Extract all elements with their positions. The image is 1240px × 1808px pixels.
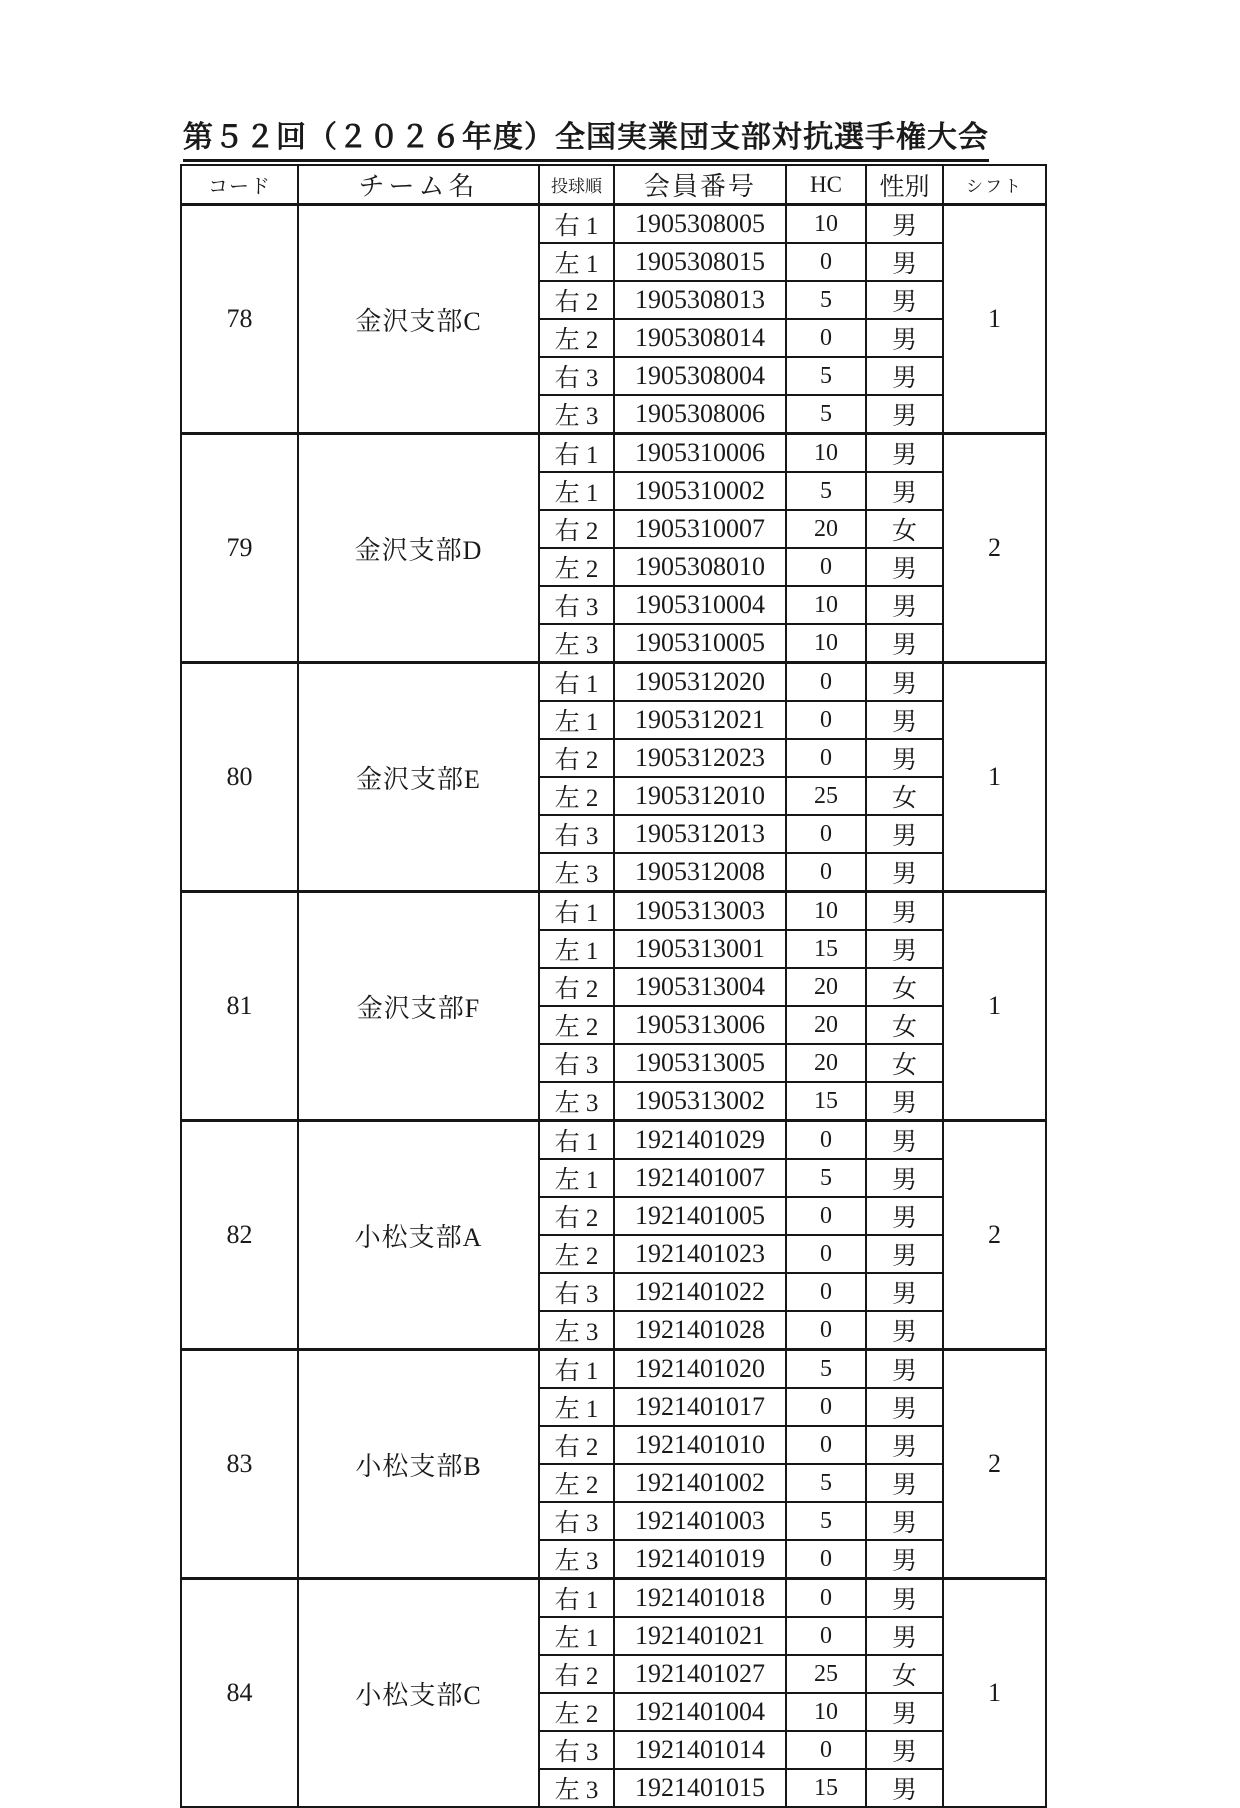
gender-cell: 男: [866, 1235, 943, 1273]
member-number-cell: 1921401003: [614, 1502, 786, 1540]
throw-order-cell: 右 3: [539, 1502, 614, 1540]
code-cell: 80: [181, 663, 298, 892]
gender-cell: 男: [866, 1082, 943, 1121]
throw-order-cell: 右 1: [539, 205, 614, 244]
throw-order-cell: 右 2: [539, 1655, 614, 1693]
throw-order-cell: 右 1: [539, 663, 614, 702]
gender-cell: 男: [866, 663, 943, 702]
gender-cell: 男: [866, 243, 943, 281]
gender-cell: 男: [866, 472, 943, 510]
gender-cell: 男: [866, 1617, 943, 1655]
hc-cell: 0: [786, 853, 866, 892]
hc-cell: 0: [786, 701, 866, 739]
gender-cell: 男: [866, 1350, 943, 1389]
shift-cell: 2: [943, 1350, 1046, 1579]
hc-cell: 25: [786, 777, 866, 815]
player-row: [181, 1350, 1046, 1389]
hc-cell: 20: [786, 1006, 866, 1044]
hc-cell: 0: [786, 243, 866, 281]
member-number-cell: 1905310007: [614, 510, 786, 548]
throw-order-cell: 左 2: [539, 777, 614, 815]
throw-order-cell: 左 2: [539, 1693, 614, 1731]
team-name-cell: 小松支部B: [298, 1350, 539, 1579]
header-member-number: 会員番号: [614, 165, 786, 205]
gender-cell: 男: [866, 548, 943, 586]
throw-order-cell: 左 2: [539, 1235, 614, 1273]
hc-cell: 25: [786, 1655, 866, 1693]
member-number-cell: 1905312010: [614, 777, 786, 815]
member-number-cell: 1905308013: [614, 281, 786, 319]
member-number-cell: 1905313004: [614, 968, 786, 1006]
throw-order-cell: 右 2: [539, 739, 614, 777]
throw-order-cell: 左 1: [539, 930, 614, 968]
hc-cell: 10: [786, 892, 866, 931]
hc-cell: 0: [786, 1273, 866, 1311]
hc-cell: 20: [786, 968, 866, 1006]
member-number-cell: 1905308004: [614, 357, 786, 395]
throw-order-cell: 左 1: [539, 472, 614, 510]
shift-cell: 1: [943, 892, 1046, 1121]
gender-cell: 男: [866, 1121, 943, 1160]
gender-cell: 男: [866, 205, 943, 244]
gender-cell: 男: [866, 1502, 943, 1540]
member-number-cell: 1905313005: [614, 1044, 786, 1082]
throw-order-cell: 左 3: [539, 1540, 614, 1579]
gender-cell: 男: [866, 281, 943, 319]
member-number-cell: 1905310004: [614, 586, 786, 624]
roster-table: [180, 164, 1047, 1808]
member-number-cell: 1905312020: [614, 663, 786, 702]
code-cell: 81: [181, 892, 298, 1121]
throw-order-cell: 右 2: [539, 281, 614, 319]
member-number-cell: 1921401023: [614, 1235, 786, 1273]
gender-cell: 男: [866, 815, 943, 853]
throw-order-cell: 左 3: [539, 853, 614, 892]
hc-cell: 10: [786, 1693, 866, 1731]
throw-order-cell: 左 3: [539, 1769, 614, 1807]
player-row: [181, 434, 1046, 473]
member-number-cell: 1921401010: [614, 1426, 786, 1464]
throw-order-cell: 左 1: [539, 1617, 614, 1655]
hc-cell: 0: [786, 319, 866, 357]
hc-cell: 0: [786, 548, 866, 586]
gender-cell: 男: [866, 739, 943, 777]
hc-cell: 5: [786, 472, 866, 510]
team-name-cell: 金沢支部F: [298, 892, 539, 1121]
gender-cell: 男: [866, 1273, 943, 1311]
member-number-cell: 1905313002: [614, 1082, 786, 1121]
gender-cell: 女: [866, 777, 943, 815]
gender-cell: 男: [866, 1540, 943, 1579]
header-code: コード: [181, 165, 298, 205]
player-row: [181, 205, 1046, 244]
member-number-cell: 1921401027: [614, 1655, 786, 1693]
throw-order-cell: 左 2: [539, 319, 614, 357]
header-shift: シフト: [943, 165, 1046, 205]
shift-cell: 1: [943, 205, 1046, 434]
member-number-cell: 1921401004: [614, 1693, 786, 1731]
team-name-cell: 金沢支部C: [298, 205, 539, 434]
gender-cell: 男: [866, 1311, 943, 1350]
hc-cell: 0: [786, 1540, 866, 1579]
gender-cell: 女: [866, 968, 943, 1006]
header-gender: 性別: [866, 165, 943, 205]
code-cell: 83: [181, 1350, 298, 1579]
roster-table-body: [181, 205, 1046, 1808]
member-number-cell: 1921401028: [614, 1311, 786, 1350]
throw-order-cell: 左 2: [539, 548, 614, 586]
hc-cell: 20: [786, 510, 866, 548]
throw-order-cell: 左 1: [539, 1388, 614, 1426]
hc-cell: 15: [786, 1082, 866, 1121]
throw-order-cell: 左 3: [539, 1082, 614, 1121]
gender-cell: 男: [866, 1197, 943, 1235]
member-number-cell: 1921401021: [614, 1617, 786, 1655]
member-number-cell: 1905313003: [614, 892, 786, 931]
member-number-cell: 1905310005: [614, 624, 786, 663]
member-number-cell: 1905308014: [614, 319, 786, 357]
shift-cell: 1: [943, 663, 1046, 892]
header-team-name: チーム名: [298, 165, 539, 205]
throw-order-cell: 右 3: [539, 1044, 614, 1082]
throw-order-cell: 右 3: [539, 357, 614, 395]
gender-cell: 男: [866, 357, 943, 395]
throw-order-cell: 左 2: [539, 1006, 614, 1044]
gender-cell: 男: [866, 434, 943, 473]
hc-cell: 10: [786, 434, 866, 473]
member-number-cell: 1905313006: [614, 1006, 786, 1044]
player-row: [181, 663, 1046, 702]
hc-cell: 5: [786, 357, 866, 395]
throw-order-cell: 左 3: [539, 624, 614, 663]
gender-cell: 男: [866, 701, 943, 739]
shift-cell: 1: [943, 1579, 1046, 1808]
team-name-cell: 金沢支部E: [298, 663, 539, 892]
member-number-cell: 1921401007: [614, 1159, 786, 1197]
member-number-cell: 1905308015: [614, 243, 786, 281]
hc-cell: 5: [786, 1350, 866, 1389]
code-cell: 78: [181, 205, 298, 434]
throw-order-cell: 右 2: [539, 968, 614, 1006]
member-number-cell: 1905313001: [614, 930, 786, 968]
throw-order-cell: 左 2: [539, 1464, 614, 1502]
header-hc: HC: [786, 165, 866, 205]
gender-cell: 男: [866, 1388, 943, 1426]
throw-order-cell: 右 3: [539, 1731, 614, 1769]
hc-cell: 10: [786, 205, 866, 244]
member-number-cell: 1921401020: [614, 1350, 786, 1389]
throw-order-cell: 右 3: [539, 586, 614, 624]
member-number-cell: 1905308005: [614, 205, 786, 244]
member-number-cell: 1921401019: [614, 1540, 786, 1579]
throw-order-cell: 右 1: [539, 1579, 614, 1618]
member-number-cell: 1905308006: [614, 395, 786, 434]
member-number-cell: 1921401015: [614, 1769, 786, 1807]
throw-order-cell: 右 1: [539, 1121, 614, 1160]
member-number-cell: 1905312013: [614, 815, 786, 853]
hc-cell: 5: [786, 1464, 866, 1502]
member-number-cell: 1921401017: [614, 1388, 786, 1426]
header-throw-order: 投球順: [539, 165, 614, 205]
hc-cell: 5: [786, 395, 866, 434]
shift-cell: 2: [943, 1121, 1046, 1350]
code-cell: 82: [181, 1121, 298, 1350]
gender-cell: 女: [866, 1044, 943, 1082]
gender-cell: 女: [866, 1006, 943, 1044]
player-row: [181, 1579, 1046, 1618]
hc-cell: 0: [786, 1388, 866, 1426]
gender-cell: 男: [866, 1769, 943, 1807]
hc-cell: 10: [786, 624, 866, 663]
member-number-cell: 1921401014: [614, 1731, 786, 1769]
hc-cell: 0: [786, 1197, 866, 1235]
team-name-cell: 小松支部C: [298, 1579, 539, 1808]
gender-cell: 男: [866, 1159, 943, 1197]
hc-cell: 20: [786, 1044, 866, 1082]
hc-cell: 5: [786, 1159, 866, 1197]
member-number-cell: 1905310006: [614, 434, 786, 473]
throw-order-cell: 右 1: [539, 892, 614, 931]
gender-cell: 男: [866, 624, 943, 663]
hc-cell: 0: [786, 663, 866, 702]
member-number-cell: 1921401018: [614, 1579, 786, 1618]
gender-cell: 男: [866, 892, 943, 931]
gender-cell: 男: [866, 853, 943, 892]
member-number-cell: 1905312021: [614, 701, 786, 739]
gender-cell: 男: [866, 930, 943, 968]
hc-cell: 0: [786, 1579, 866, 1618]
throw-order-cell: 左 3: [539, 395, 614, 434]
code-cell: 79: [181, 434, 298, 663]
throw-order-cell: 左 1: [539, 1159, 614, 1197]
hc-cell: 5: [786, 281, 866, 319]
hc-cell: 15: [786, 1769, 866, 1807]
hc-cell: 15: [786, 930, 866, 968]
hc-cell: 0: [786, 1235, 866, 1273]
gender-cell: 男: [866, 1464, 943, 1502]
gender-cell: 女: [866, 510, 943, 548]
hc-cell: 0: [786, 1426, 866, 1464]
hc-cell: 0: [786, 815, 866, 853]
throw-order-cell: 右 2: [539, 510, 614, 548]
member-number-cell: 1921401022: [614, 1273, 786, 1311]
player-row: [181, 892, 1046, 931]
throw-order-cell: 左 1: [539, 701, 614, 739]
page-title: 第５２回（２０２６年度）全国実業団支部対抗選手権大会: [183, 112, 989, 162]
player-row: [181, 1121, 1046, 1160]
throw-order-cell: 右 1: [539, 434, 614, 473]
gender-cell: 男: [866, 395, 943, 434]
hc-cell: 0: [786, 1731, 866, 1769]
gender-cell: 男: [866, 586, 943, 624]
hc-cell: 0: [786, 1617, 866, 1655]
throw-order-cell: 右 3: [539, 1273, 614, 1311]
team-name-cell: 金沢支部D: [298, 434, 539, 663]
gender-cell: 男: [866, 1693, 943, 1731]
code-cell: 84: [181, 1579, 298, 1808]
hc-cell: 10: [786, 586, 866, 624]
shift-cell: 2: [943, 434, 1046, 663]
team-name-cell: 小松支部A: [298, 1121, 539, 1350]
throw-order-cell: 左 1: [539, 243, 614, 281]
hc-cell: 0: [786, 1121, 866, 1160]
hc-cell: 0: [786, 1311, 866, 1350]
gender-cell: 男: [866, 1579, 943, 1618]
throw-order-cell: 左 3: [539, 1311, 614, 1350]
throw-order-cell: 右 1: [539, 1350, 614, 1389]
gender-cell: 男: [866, 319, 943, 357]
member-number-cell: 1921401005: [614, 1197, 786, 1235]
member-number-cell: 1905312023: [614, 739, 786, 777]
gender-cell: 男: [866, 1731, 943, 1769]
member-number-cell: 1905308010: [614, 548, 786, 586]
member-number-cell: 1905310002: [614, 472, 786, 510]
throw-order-cell: 右 2: [539, 1197, 614, 1235]
member-number-cell: 1921401002: [614, 1464, 786, 1502]
throw-order-cell: 右 2: [539, 1426, 614, 1464]
member-number-cell: 1905312008: [614, 853, 786, 892]
hc-cell: 0: [786, 739, 866, 777]
gender-cell: 男: [866, 1426, 943, 1464]
throw-order-cell: 右 3: [539, 815, 614, 853]
header-row: [181, 165, 1046, 205]
member-number-cell: 1921401029: [614, 1121, 786, 1160]
gender-cell: 女: [866, 1655, 943, 1693]
hc-cell: 5: [786, 1502, 866, 1540]
